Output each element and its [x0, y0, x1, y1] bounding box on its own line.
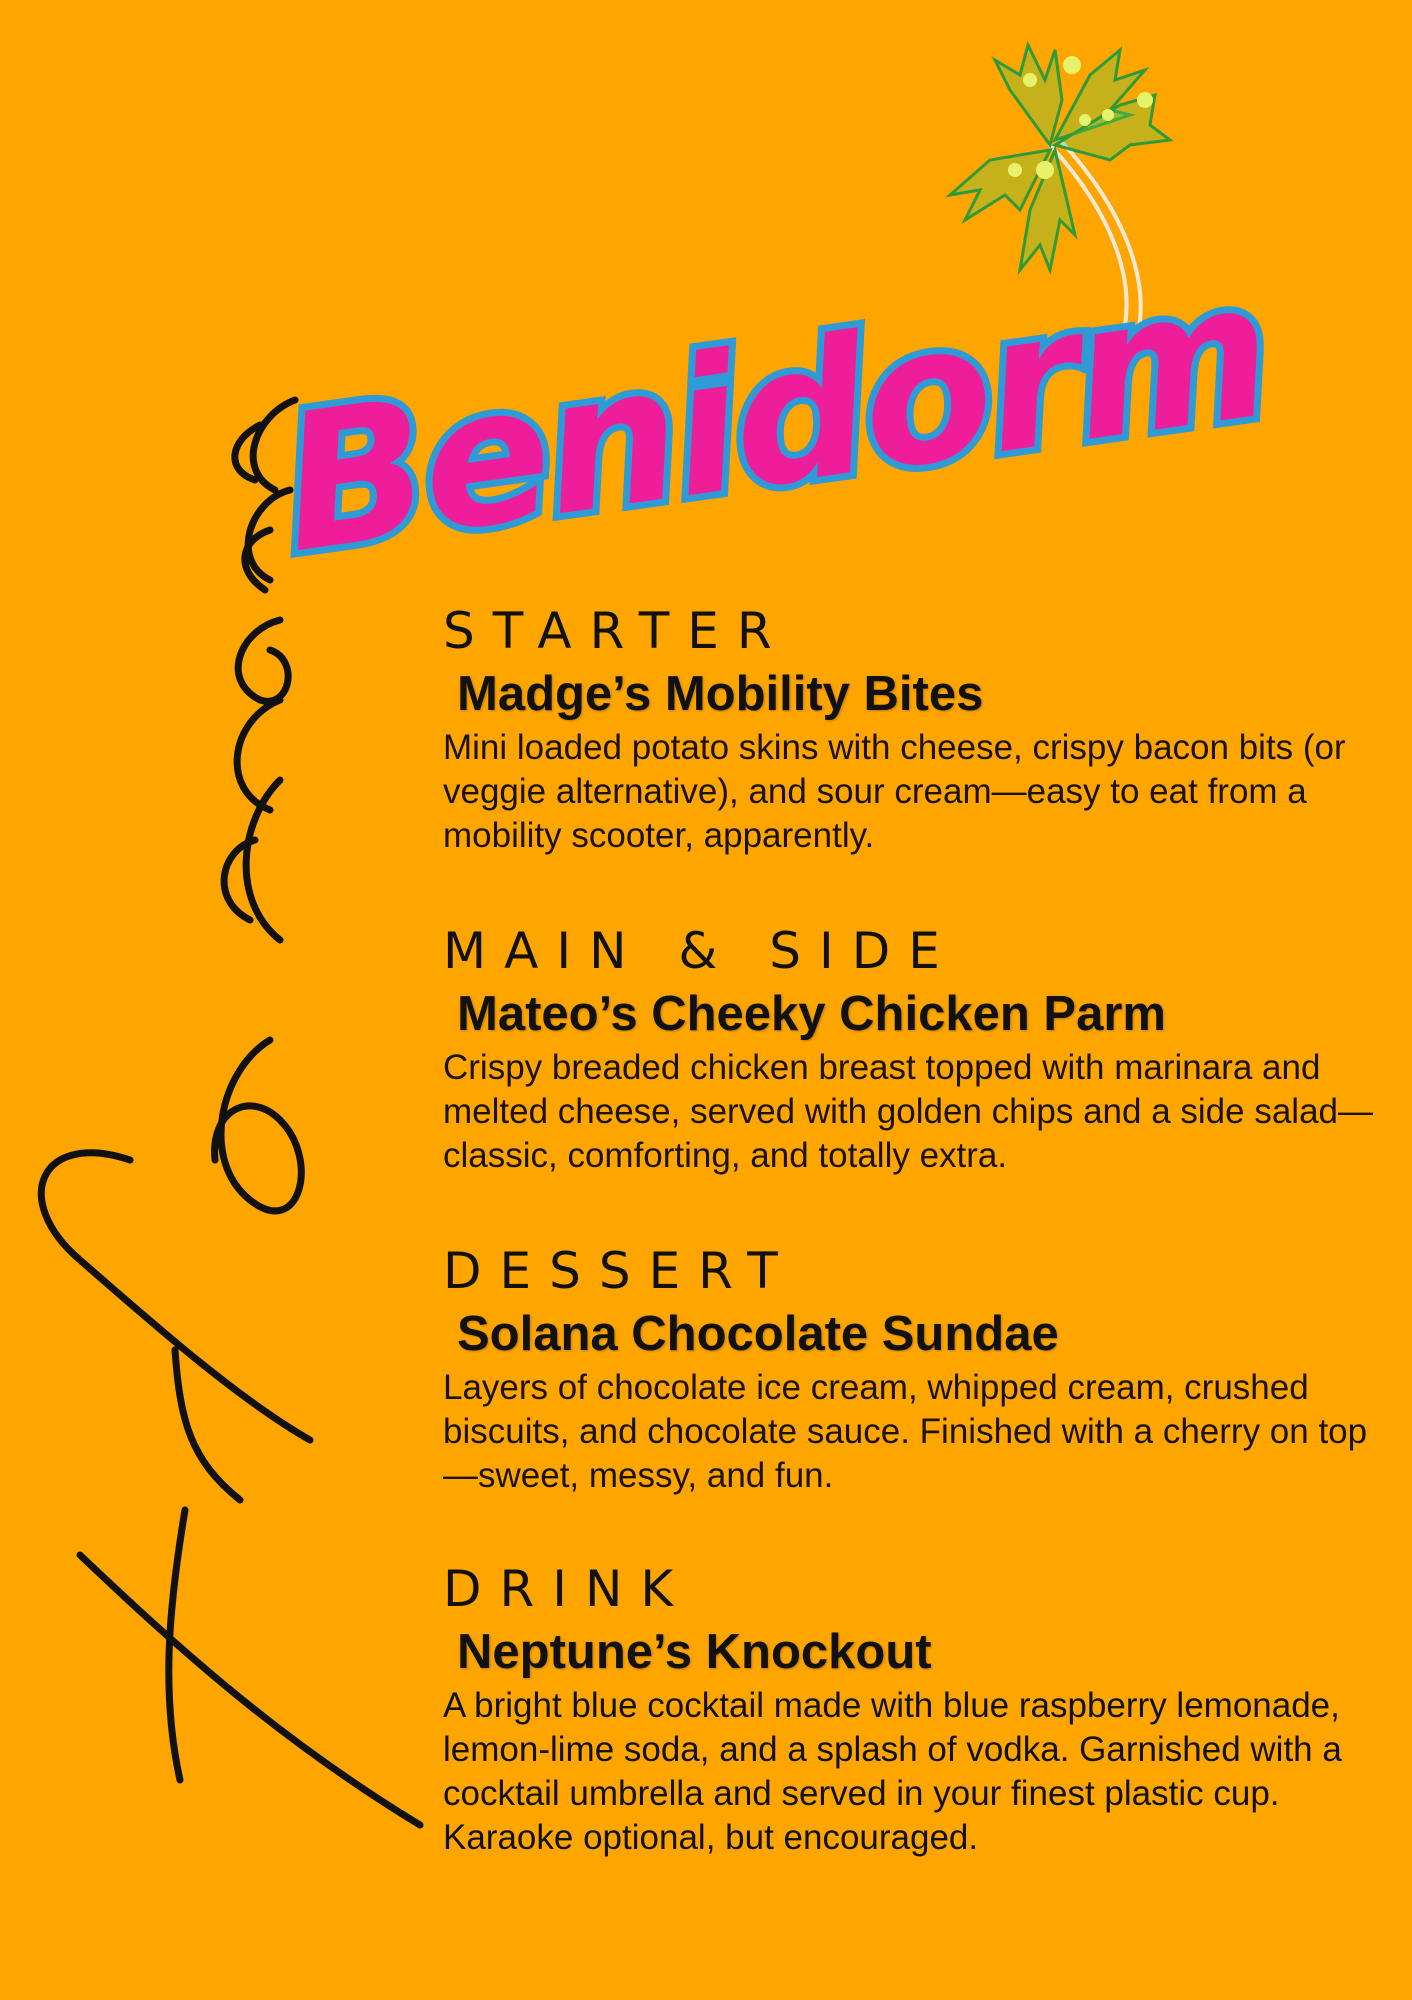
section-dessert: [443, 1240, 1393, 1498]
dish-description: Layers of chocolate ice cream, whipped cream, crushed biscuits, and chocolate sauce. Finished with a cherry on top—sweet, messy, and fun.: [443, 1368, 1368, 1495]
dish-name: Madge’s Mobility Bites: [457, 667, 984, 721]
benidorm-wordmark: Benidorm: [269, 240, 1281, 596]
section-main-side: [443, 920, 1393, 1178]
the-menu-script-graphic: [20, 640, 340, 1860]
dish-description: Mini loaded potato skins with cheese, crispy bacon bits (or veggie alternative), and sour cream—easy to eat from a mobility scooter, apparently.: [443, 728, 1346, 855]
benidorm-logo-graphic: [250, 20, 1281, 596]
course-heading: DESSERT: [443, 1242, 796, 1300]
section-starter: [443, 600, 1393, 858]
benidorm-logo: [250, 20, 1281, 596]
dish-description: Crispy breaded chicken breast topped with marinara and melted cheese, served with golden chips and a side salad—classic, comforting, and totally extra.: [443, 1048, 1373, 1175]
course-heading: DRINK: [443, 1560, 692, 1618]
dish-name: Solana Chocolate Sundae: [457, 1307, 1059, 1361]
script-title: [20, 640, 340, 1860]
section-drink: [443, 1558, 1393, 1860]
course-heading: MAIN & SIDE: [443, 922, 958, 980]
dish-name: Neptune’s Knockout: [457, 1625, 932, 1679]
dish-description: A bright blue cocktail made with blue raspberry lemonade, lemon-lime soda, and a splash of vodka. Garnished with a cocktail umbrella and served in your finest plastic cup. Karaoke optional, but encouraged.: [443, 1686, 1342, 1857]
course-heading: STARTER: [443, 602, 790, 660]
dish-name: Mateo’s Cheeky Chicken Parm: [457, 987, 1166, 1041]
